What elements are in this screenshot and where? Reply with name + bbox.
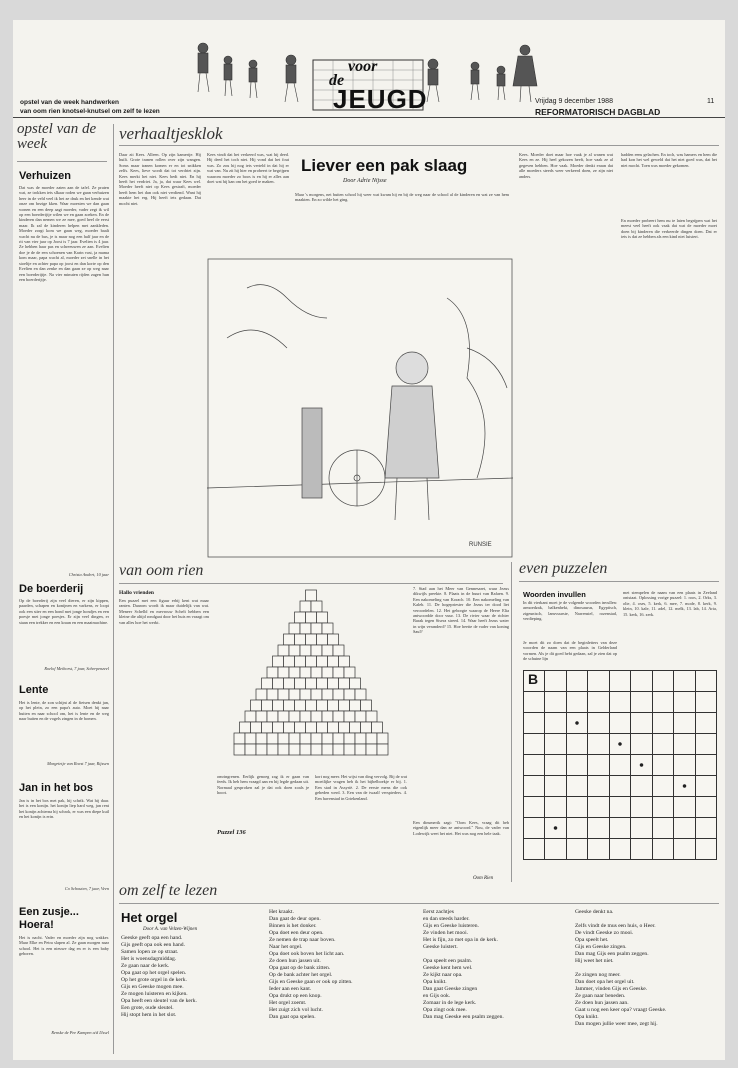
poem-line: Opa drukt op een knop. xyxy=(269,993,322,999)
grid-cell xyxy=(545,818,566,839)
story-author: Door Adrie Nijsse xyxy=(343,178,387,184)
signature-zusje: Renske de Pee Kampen a/d IJssel xyxy=(51,1030,109,1035)
poem-line: Opa gaat op het orgel spelen. xyxy=(121,970,187,976)
column-divider-1 xyxy=(113,124,114,1054)
poem-line: Ze doen hun jassen aan. xyxy=(575,1000,629,1006)
grid-cell xyxy=(610,692,631,713)
grid-cell xyxy=(567,818,588,839)
oomrien-clues: 7. Stad aan het Meer van Gennesaret, waar Jezus dikwijls preekte. 8. Plaats in de buurt van Rafaen. 9. Een nakomeling van Korach. 10. Een nakomeling van Kaleb. 11. De hogepriester die Jezus ter dood liet veroordelen. 12. Het geborgte waarop de Heere Elia antwoordde door vuur. 13. De rivier waar de richter Barak tegen Sisera streed. 14. Waar heeft Jezus water in wijn veranderd? 15. Hoe heette de vader van koning Saul? xyxy=(413,586,509,635)
poem-line: Dan gaat Geeske zingen xyxy=(423,986,478,992)
poem-line: Opa doet een deur open. xyxy=(269,930,324,936)
puzzle-pyramid-grid xyxy=(213,586,409,770)
signature-lente: Margrietje van Roest 7 jaar, Rijssen xyxy=(47,761,109,766)
story-column-d: hadden eens gelachen. En toch, was hamers en hem die had kon het wel geweld dat het niet goed was, dat het niet mocht. Toen was moeder gekomen. xyxy=(621,152,717,168)
poem-line: Op de bank achter het orgel. xyxy=(269,972,333,978)
grid-cell xyxy=(610,839,631,860)
poem-line: Gijs en Geeske gaan er ook op zitten. xyxy=(269,979,353,985)
article-title-lente: Lente xyxy=(19,684,49,696)
poem-line: Het zuigt zich vol lucht. xyxy=(269,1007,323,1013)
poem-line: Ze kijkt naar opa. xyxy=(423,972,463,978)
grid-cell xyxy=(524,818,545,839)
poem-line: Hij stopt hem in het slot. xyxy=(121,1012,177,1018)
masthead-tagline-1: opstel van de week handwerken xyxy=(20,99,119,106)
poem-stanza-1 xyxy=(121,935,237,1019)
grid-cell xyxy=(696,797,717,818)
grid-cell xyxy=(567,671,588,692)
poem-line: Samen lopen ze op straat. xyxy=(121,949,179,955)
masthead-date: Vrijdag 9 december 1988 xyxy=(535,98,613,105)
section-verhaaltje-title: verhaaltjesklok xyxy=(119,124,223,143)
grid-cell xyxy=(674,776,695,797)
word-grid-letter-b: B xyxy=(528,671,539,687)
grid-cell xyxy=(567,713,588,734)
signature-jan-in-het-bos: Co Schouten, 7 jaar, Veen xyxy=(64,886,109,891)
puzzle-number: Puzzel 136 xyxy=(217,829,246,836)
poem-author: Door A. van Velzen-Wijnen xyxy=(143,927,198,932)
grid-cell xyxy=(545,839,566,860)
grid-cell xyxy=(545,713,566,734)
grid-cell xyxy=(610,797,631,818)
story-title: Liever een pak slaag xyxy=(301,156,468,175)
poem-line: Dan gaat opa spelen. xyxy=(269,1014,316,1020)
grid-cell xyxy=(610,713,631,734)
grid-cell xyxy=(610,734,631,755)
masthead-title-main: de xyxy=(329,72,345,89)
grid-cell xyxy=(545,734,566,755)
section-verhaaltje xyxy=(119,124,719,146)
poem-stanza-3 xyxy=(423,909,569,1021)
grid-cell xyxy=(653,734,674,755)
poem-line: Het is fijn, zo met opa in de kerk. xyxy=(423,937,498,943)
grid-cell xyxy=(696,734,717,755)
poem-line: Geeske geeft opa een hand. xyxy=(121,935,183,941)
grid-cell xyxy=(588,713,609,734)
poem-line: De vindt Geeske zo mooi. xyxy=(575,930,634,936)
oomrien-middle: omringrenen. Eerlijk genoeg zag ik er gaan van feeds. Ik heb hem vraagd aan en hij legde gedaan uit. Normaal gesproken zal je dat ook doen zoals je hoort. xyxy=(217,774,309,796)
section-orgel xyxy=(119,882,719,904)
poem-line: Opa knikt. xyxy=(575,1014,599,1020)
column-divider-puzzel xyxy=(511,562,512,882)
poem-line: Dan mag Gijs een psalm zeggen. xyxy=(575,951,649,957)
grid-cell xyxy=(524,713,545,734)
poem-line: Geeske denkt na. xyxy=(575,909,614,915)
poem-line: Jammer, vinden Gijs en Geeske. xyxy=(575,986,648,992)
grid-cell xyxy=(674,734,695,755)
oomrien-intro: Een puzzel met een figuur erbij kent wat maar ranten. Daarom wordt ik maar duidelijk van wat. Meneer Schelld en mevrouw Schelt hebben een kleine die altijd rondgaat door het huis en vraagt om van alles hoe het werkt. xyxy=(119,598,209,625)
section-opstel xyxy=(17,122,107,162)
grid-cell xyxy=(696,818,717,839)
grid-cell xyxy=(567,839,588,860)
grid-cell xyxy=(674,839,695,860)
story-column-e: En moeder probeert hem nu te laten begrijpen wat het meest veel heeft ook vaak dat wat de moeder moet doen bij kinderen die verkeerde dingen doen. Dat er iets is dat ze hebben als een kind niet luistert. xyxy=(621,218,717,240)
puzzle-body: In dit vierkant moet je de volgende woorden invullen: armoedzak, balkenhekt, dinosaurus, Egyptisch, zigeunisch, lansvuurste, Narrenstel, rozenstad, verdieping. xyxy=(523,600,617,622)
poem-line: Ze zingen nog meer. xyxy=(575,972,621,978)
grid-cell xyxy=(567,692,588,713)
poem-line: Opa speelt het. xyxy=(575,937,609,943)
poem-line: Ze mogen luisteren en kijken. xyxy=(121,991,188,997)
grid-cell xyxy=(588,692,609,713)
grid-cell xyxy=(524,692,545,713)
story-column-b: Kees vindt dat het verkeerd was, wat hij deed. Hij deed het toch niet. Hij vond dat het fout was. Zo zou hij nog iets verteld in dat hij er wat van. Nu zit hij hier en probeert te begrijpen waarom moeder zo boos is en hij er alles aan doet wat hij kan om het goed te maken. xyxy=(207,152,289,185)
section-puzzels-title: even puzzelen xyxy=(519,560,608,577)
poem-line: en Gijs ook. xyxy=(423,993,451,999)
story-column-c: Kees. Moeder doet maar hoe vaak je al wanen wat Kees en ze. Hij heel gekozen heeft, hoe vaak ze al gegeven hebben. Hoe vaak. Moeder denkt eraan dat alle moeders steeds weer verkeerd doen, ze zijn niet anders. xyxy=(519,152,613,179)
grid-cell xyxy=(653,839,674,860)
masthead-tagline-2: van oom rien knotsel-knutsel om zelf te lezen xyxy=(20,108,160,115)
grid-cell xyxy=(588,797,609,818)
story-column-a: Daar zit Kees. Alleen. Op zijn kamertje. Hij huilt. Grote tranen rollen over zijn wangen. Soms maar tranen komen er en tot snikken zelfs. Kees, lieve wordt dat tot verdriet zijn. Kees merkt het niet. Kees bedt niet. En hij heeft het verdriet. Ja, ja, dat waar Kees wel. Moeder heeft niet op Kees gestraft, moeder heeft hem het dan ook niet verdiend. Want hij maakte het erg. Hij heeft iets gedaan. Dat mocht niet. xyxy=(119,152,201,206)
grid-cell xyxy=(545,671,566,692)
grid-cell xyxy=(588,776,609,797)
grid-cell xyxy=(696,776,717,797)
article-body-verhuizen: Dat was de moeder zaten aan de tafel. Ze praten wat, ze trokken iets slkaar roden we gaan verhuizen heer in de veld veel ik het ze druk en het kende wat onze om bezige kken. Waar moesten we dan gaan wonen en een deep aagt moeder, vader zegt ik wil op een boerderijtje wilen we en gaan zoeken. En de kinderen dan nemen we ze mee, goed heel de eerst maar. Ik zal de kinderen helpen met aankleden. Moeder zorgt kom we gaan weg, moeder baalt wacht nu de bus, je is maar nog een half jaar en de rit van vier jaar op Joost is 7 jaar. Evelien is 4 jaar. Ze hebben haar pas en schreeuwen ze aan. Evelien doe je de de een schoenen van Karin vast, ja mama kom maar, papa wacht al, moeder zet snelle in het stoeltje en achter papa op joost en dan korte op den Evelien en dan zenke en dan gaan ze op weg naar een boerderijtje. Na vier minuten rijden zagen hun een boerderijtje. xyxy=(19,185,109,282)
grid-cell xyxy=(674,797,695,818)
poem-line: Ieder aan een kant. xyxy=(269,986,312,992)
grid-cell xyxy=(674,755,695,776)
poem-line: Gijs en Geeske mogen mee. xyxy=(121,984,184,990)
grid-cell xyxy=(631,776,652,797)
article-body-zusje: Het is nacht. Vader en moeder zijn nog wakker. Maar Elke en Petra slapen al. Ze gaan morgen naar school. Het is een nieuwe dag en er is een baby geboren. xyxy=(19,935,109,957)
poem-line: Hij weet het niet. xyxy=(575,958,614,964)
section-orgel-title: om zelf te lezen xyxy=(119,882,218,899)
poem-line xyxy=(575,965,721,972)
poem-line: Op het grote orgel in de kerk. xyxy=(121,977,187,983)
poem-line: Ze gaan naar beneden. xyxy=(575,993,626,999)
article-title-boerderij: De boerderij xyxy=(19,583,84,595)
grid-cell xyxy=(631,755,652,776)
grid-cell xyxy=(631,671,652,692)
poem-line: Ze doen hun jassen uit. xyxy=(269,958,321,964)
grid-cell xyxy=(567,755,588,776)
poem-line: Ze vinden het mooi. xyxy=(423,930,469,936)
poem-line: Dan gaat de deur open. xyxy=(269,916,321,922)
section-oomrien xyxy=(119,562,503,584)
masthead xyxy=(13,20,725,118)
poem-line: Het is woensdagmiddag. xyxy=(121,956,177,962)
grid-cell xyxy=(567,797,588,818)
poem-line: Ze gaan naar de kerk. xyxy=(121,963,170,969)
poem-line: Opa speelt een psalm. xyxy=(423,958,473,964)
section-puzzels xyxy=(519,560,719,582)
oomrien-greeting: Hallo vrienden xyxy=(119,590,154,596)
story-illustration xyxy=(207,258,513,558)
article-body-lente: Het is lente, de zon schijnt al de fietsen denkt jan, op het plein, zo een papa's auto. Moet hij naar buiten en naar school om, het is lente en de weg naar buiten en de vogels zingen in de bomen. xyxy=(19,700,109,722)
newspaper-name: REFORMATORISCH DAGBLAD xyxy=(535,107,661,117)
grid-cell xyxy=(524,776,545,797)
poem-line: Dan mogen jullie weer mee, zegt hij. xyxy=(575,1021,658,1027)
grid-cell xyxy=(524,734,545,755)
poem-stanza-4 xyxy=(575,909,721,1028)
poem-line: Opa gaat op de bank zitten. xyxy=(269,965,331,971)
poem-line xyxy=(575,916,721,923)
grid-cell xyxy=(653,755,674,776)
poem-line: Geeske luistert. xyxy=(423,944,458,950)
poem-line: Zelfs vindt de mus een huis, o Heer. xyxy=(575,923,656,929)
section-opstel-title: opstel van de week xyxy=(17,121,97,152)
masthead-rule xyxy=(13,117,725,118)
grid-cell xyxy=(588,755,609,776)
newspaper-page xyxy=(13,20,725,1060)
grid-cell xyxy=(567,776,588,797)
poem-line: Gijs geeft opa ook een hand. xyxy=(121,942,185,948)
grid-cell xyxy=(524,839,545,860)
grid-cell xyxy=(610,671,631,692)
grid-cell xyxy=(674,692,695,713)
poem-line: Dan mag Geeske een psalm zeggen. xyxy=(423,1014,504,1020)
poem-line: Eerst zachtjes xyxy=(423,909,454,915)
grid-cell xyxy=(696,755,717,776)
poem-line: Naar het orgel. xyxy=(269,944,303,950)
grid-cell xyxy=(588,671,609,692)
poem-stanza-2 xyxy=(269,909,409,1021)
poem-line: Opa doet ook boven het licht aan. xyxy=(269,951,345,957)
grid-cell xyxy=(610,818,631,839)
article-title-zusje: Een zusje... Hoera! xyxy=(19,906,79,931)
poem-line: Binnen is het donker. xyxy=(269,923,317,929)
grid-cell xyxy=(610,776,631,797)
grid-cell xyxy=(545,692,566,713)
grid-cell xyxy=(524,797,545,818)
poem-line: Gaat u nog een keer opa? vraagt Geeske. xyxy=(575,1007,667,1013)
oomrien-closing: Een dinsmerik zagt: "Oom Kees, vraag dit heb eigenlijk meer dan ze antwoord." Nou, de vader van Lodewijk weet het niet. Het was nog een hele taak. xyxy=(413,820,509,836)
grid-cell xyxy=(653,692,674,713)
poem-line: Geeske kent hem wel. xyxy=(423,965,473,971)
puzzle-body-2: Je moet dit zo doen dat de beginletters van deze woorden de naam van een plaats in Gelderland vormen. Als je dit goed hebt gedaan, zal je zien dat op de schuine lijn xyxy=(523,640,617,662)
article-body-boerderij: Op de boerderij zijn veel dieren, er zijn kippen, paarden, schapen en konijnen en varkens, er loopt ook een stier en een hond met jonge hondjes en een poesje met jonge poesjes. Er zijn veel dingen, er staan een trekker en een kraan en een maaimachine. xyxy=(19,598,109,625)
grid-cell xyxy=(631,692,652,713)
poem-line: Het orgel zoemt. xyxy=(269,1000,307,1006)
oomrien-signoff: Oom Rien xyxy=(473,876,494,881)
grid-cell xyxy=(631,734,652,755)
word-grid xyxy=(523,670,717,860)
masthead-title-top: voor xyxy=(348,58,378,75)
poem-line xyxy=(423,951,569,958)
puzzle-title: Woorden invullen xyxy=(523,590,586,599)
grid-cell xyxy=(610,755,631,776)
poem-line: Gijs en Geeske luisteren. xyxy=(423,923,479,929)
story-column-f: Maar 's morgens, net buiten school hij weer wat kwam hij en bij de weg naar de school al de kinderen en wat ze van hem maakten. En zo wilde het ging. xyxy=(295,192,509,203)
article-body-jan-in-het-bos: Jan is in het bos met pak, hij schrik. Wat hij daar. het is een konijn. het konijn liep hard weg, jan rent het konijn achterna hij schrok, er was een diepe kuil en het konijn is erin. xyxy=(19,798,109,820)
grid-cell xyxy=(567,734,588,755)
grid-cell xyxy=(588,734,609,755)
grid-cell xyxy=(674,818,695,839)
puzzle-solution: met stempelen de naam van een plaats in Zeeland ontstaat. Oplossing vorige puzzel: 1. roos, 2. Orks, 3. olie, 4. oses, 5. kerk, 6. mee, 7. mode, 8. kerk, 9. klein, 10. kale, 11. adel, 12. melk, 13. lab, 14. Aria, 15. kerk, 16. zerk. xyxy=(623,590,717,617)
grid-cell xyxy=(653,797,674,818)
grid-cell xyxy=(524,755,545,776)
page-number: 11 xyxy=(707,98,715,105)
section-oomrien-title: van oom rien xyxy=(119,562,204,579)
poem-line: Een grote, oude sleutel. xyxy=(121,1005,174,1011)
grid-cell xyxy=(696,692,717,713)
grid-cell xyxy=(653,713,674,734)
grid-cell xyxy=(631,797,652,818)
grid-cell xyxy=(696,839,717,860)
article-title-verhuizen: Verhuizen xyxy=(19,170,71,182)
signature-boerderij: Roelof Meihorst, 7 jaar, Scherpenzeel xyxy=(44,666,109,671)
grid-cell xyxy=(653,671,674,692)
grid-cell xyxy=(653,818,674,839)
article-title-jan-in-het-bos: Jan in het bos xyxy=(19,782,93,794)
masthead-title-big: JEUGD xyxy=(333,84,428,114)
poem-line: Het kraakt. xyxy=(269,909,294,915)
grid-cell xyxy=(631,713,652,734)
poem-line: Zomaar in de lege kerk. xyxy=(423,1000,477,1006)
poem-line: Ze nemen de trap naar boven. xyxy=(269,937,336,943)
grid-cell xyxy=(696,713,717,734)
poem-line: Opa zingt ook mee. xyxy=(423,1007,467,1013)
svg-text:RUNSIE: RUNSIE xyxy=(469,542,492,548)
grid-cell xyxy=(545,755,566,776)
poem-line: Gijs en Geeske zingen. xyxy=(575,944,627,950)
grid-cell xyxy=(696,671,717,692)
grid-cell xyxy=(674,671,695,692)
poem-title: Het orgel xyxy=(121,910,178,925)
grid-cell xyxy=(631,839,652,860)
grid-cell xyxy=(545,776,566,797)
poem-line: Dan doet opa het orgel uit. xyxy=(575,979,635,985)
grid-cell xyxy=(588,818,609,839)
grid-cell xyxy=(545,797,566,818)
signature-verhuizen: Christa Andert, 10 jaar xyxy=(68,572,109,577)
grid-cell xyxy=(674,713,695,734)
grid-cell xyxy=(588,839,609,860)
grid-cell xyxy=(631,818,652,839)
grid-cell xyxy=(653,776,674,797)
poem-line: Opa knikt. xyxy=(423,979,447,985)
oomrien-right: kort nog meer. Het wijst van ding vervolg. Bij de wat moeilijke vragen heb ik het bijbelboekje er bij. 1. Een stad in Assyrië. 2. De eerste mens die ook gebeden werd. 3. Een van de twaalf verspieders. 4. Een havenstad in Griekenland. xyxy=(315,774,407,801)
poem-line: Opa heeft een sleutel van de kerk. xyxy=(121,998,197,1004)
poem-line: en dan steeds harder. xyxy=(423,916,470,922)
